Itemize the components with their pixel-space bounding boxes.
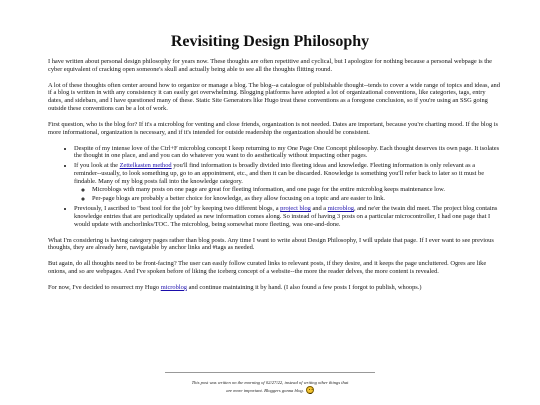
- conclusion-text-post: and continue maintaining it by hand. (I also found a few posts I forgot to publish, whoops.): [187, 283, 422, 291]
- list-item-one-page-concept: • Despite of my intense love of the Ctrl+F microblog concept I keep returning to my One Page One Concept philosophy. Each thought deserves its own page. It isolates the thought in one place, and and you can do whatever you want to do aesthetically without impacting other pages.: [74, 145, 500, 161]
- paragraph-front-facing: But again, do all thoughts need to be front-facing? The user can easily follow curated links to relevant posts, if they desire, and it keeps the page uncluttered. Ogres are like onions, and so are webpages. And I've spoken before of liking the iceberg concept of a website--the more the reader delves, the more content is revealed.: [48, 260, 487, 276]
- paragraph-intro: I have written about personal design philosophy for years now. These thoughts are often repetitive and cyclical, but I apologize for nothing because a personal webpage is the cyber equivalent of cracking open someone's skull and actually being able to see all the thoughts flitting round.: [48, 58, 493, 73]
- paragraph-audience: First question, who is the blog for? If it's a microblog for venting and close friends, organization is not needed. Dates are important, because you're charting mood. If the blog is more informational, organization is necessary, and if it's intended for outside readership the organization should be consistent.: [48, 120, 498, 136]
- list-item-zettelkasten: [74, 162, 500, 203]
- footer-divider: [165, 372, 375, 373]
- microblog-link[interactable]: microblog: [327, 205, 354, 213]
- zettelkasten-text-post: you'll find information is broadly divided into fleeting ideas and knowledge. Fleeting information is only relevant as a reminder--usually, to look something up, go to an appointment, etc., and then it can be discarded. Knowledge is something you'll refer back to later so it must be findable. Many of my blog posts fall into the knowledge category.: [74, 162, 485, 185]
- list-item-best-tool: [74, 205, 500, 228]
- footer-line-2-text: are more important. Bloggers gonna blog.: [226, 388, 304, 394]
- sublist-item-per-page-blogs: ◦ Per-page blogs are probably a better choice for knowledge, as they allow focusing on a topic and are easier to link.: [92, 195, 500, 203]
- footer-line-1: This post was written on the morning of 02/27/22, instead of writing other things that: [191, 380, 349, 385]
- sublist-item-microblogs: ◦ Microblogs with many posts on one page are great for fleeting information, and one page for the entire microblog keeps maintenance low.: [92, 186, 500, 194]
- zettelkasten-link[interactable]: Zettelkasten method: [119, 162, 172, 170]
- best-tool-text-pre: Previously, I ascribed to "best tool for the job" by keeping two different blogs, a: [74, 205, 281, 213]
- best-tool-text-post: , and ne'er the twain did meet. The project blog contains knowledge entries that are periodically updated as new information comes along. So instead of having 3 posts on a particular microcontroller, I had one page that I would update with anchorlinks/TOC. The microblog, being somewhat more fleeting, was one-and-done.: [74, 205, 498, 228]
- post-body: [48, 58, 500, 300]
- zettelkasten-text-pre: If you look at the: [74, 162, 120, 170]
- conclusion-text-pre: For now, I've decided to resurrect my Hugo: [48, 283, 161, 291]
- hugo-microblog-link[interactable]: microblog: [160, 283, 187, 291]
- philosophy-list: [48, 145, 500, 229]
- page-title: Revisiting Design Philosophy: [170, 33, 370, 50]
- footer-line-2: [160, 386, 380, 394]
- zettelkasten-sublist: [74, 186, 500, 204]
- paragraph-organization: A lot of these thoughts often center around how to organize or manage a blog. The blog--a catalogue of publishable thought--tends to cover a wide range of topics and ideas, and if a blog is written in with any consistency it can easily get overwhelming. Blogging platforms have adopted a lot of organizational conventions, like categories, tags, entry dates, and sidebars, and I have questioned many of these. Static Site Generators like Hugo treat these conventions as a foregone conclusion, so if you're using an SSG going outside these conventions can be a lot of work.: [48, 81, 500, 113]
- post-footer: [160, 380, 380, 394]
- project-blog-link[interactable]: project blog: [280, 205, 311, 213]
- best-tool-text-mid: and a: [310, 205, 328, 213]
- smiley-icon: [306, 386, 314, 394]
- paragraph-category-pages: What I'm considering is having category pages rather than blog posts. Any time I want to write about Design Philosophy, I will update that page. If I ever want to see previous thoughts, they are already here, navigatable by anchor links and #tags as needed.: [48, 236, 494, 252]
- paragraph-conclusion: [48, 284, 500, 292]
